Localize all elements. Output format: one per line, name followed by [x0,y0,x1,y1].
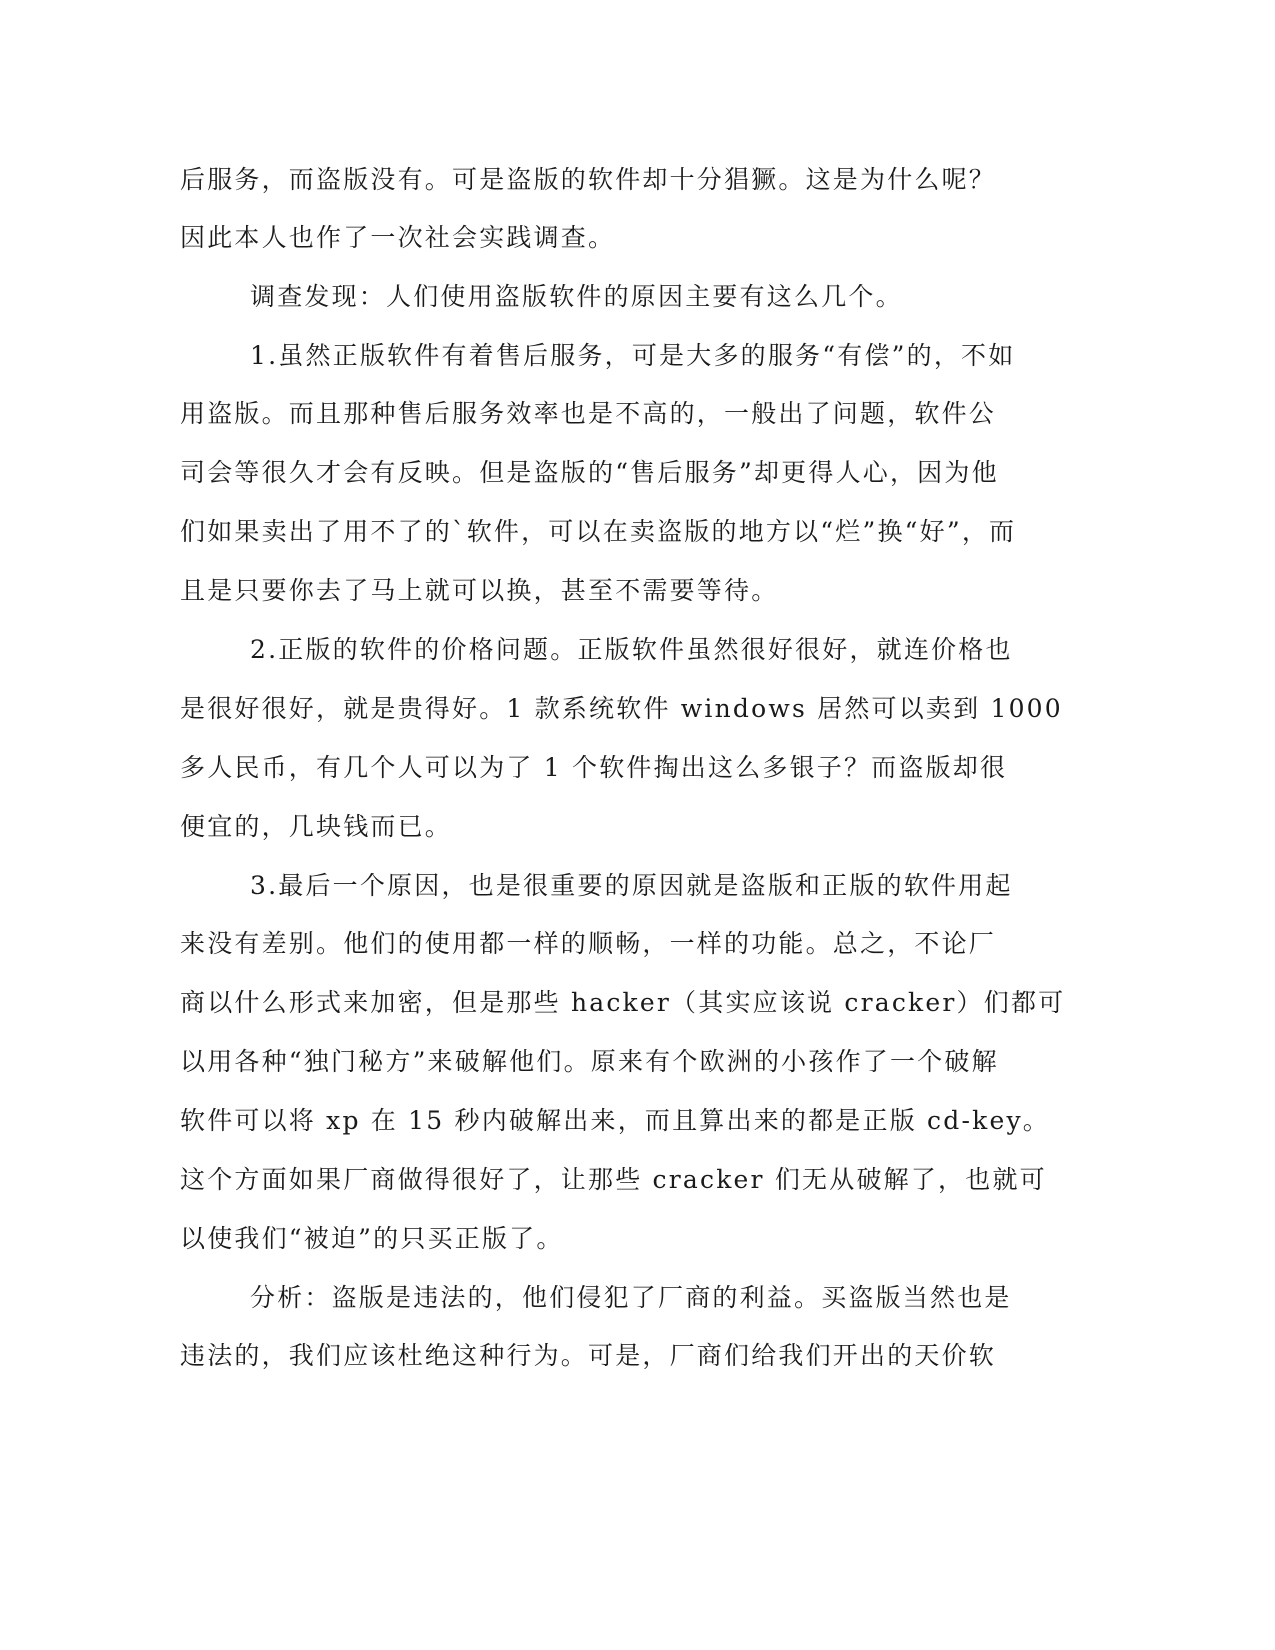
text-line: 商以什么形式来加密，但是那些 hacker（其实应该说 cracker）们都可 [180,988,1066,1017]
text-line: 以使我们“被迫”的只买正版了。 [180,1224,564,1253]
text-line: 这个方面如果厂商做得很好了，让那些 cracker 们无从破解了，也就可 [180,1165,1047,1194]
text-line: 且是只要你去了马上就可以换，甚至不需要等待。 [180,576,779,605]
paragraph-start: 3.最后一个原因，也是很重要的原因就是盗版和正版的软件用起 [250,871,1013,900]
paragraph-start: 2.正版的软件的价格问题。正版软件虽然很好很好，就连价格也 [250,635,1013,664]
paragraph-start: 1.虽然正版软件有着售后服务，可是大多的服务“有偿”的，不如 [250,341,1016,370]
text-line: 用盗版。而且那种售后服务效率也是不高的，一般出了问题，软件公 [180,399,997,428]
text-line: 违法的，我们应该杜绝这种行为。可是，厂商们给我们开出的天价软 [180,1341,997,1370]
text-line: 是很好很好，就是贵得好。1 款系统软件 windows 居然可以卖到 1000 [180,694,1063,723]
text-line: 司会等很久才会有反映。但是盗版的“售后服务”却更得人心，因为他 [180,458,999,487]
text-line: 们如果卖出了用不了的`软件，可以在卖盗版的地方以“烂”换“好”，而 [180,517,1017,546]
text-line: 多人民币，有几个人可以为了 1 个软件掏出这么多银子？而盗版却很 [180,753,1008,782]
paragraph-start: 调查发现：人们使用盗版软件的原因主要有这么几个。 [250,282,903,311]
text-line: 以用各种“独门秘方”来破解他们。原来有个欧洲的小孩作了一个破解 [180,1047,999,1076]
text-line: 因此本人也作了一次社会实践调查。 [180,223,616,252]
text-line: 后服务，而盗版没有。可是盗版的软件却十分猖獗。这是为什么呢？ [180,165,997,194]
paragraph-start: 分析：盗版是违法的，他们侵犯了厂商的利益。买盗版当然也是 [250,1283,1012,1312]
text-line: 便宜的，几块钱而已。 [180,812,453,841]
text-line: 来没有差别。他们的使用都一样的顺畅，一样的功能。总之，不论厂 [180,929,997,958]
text-line: 软件可以将 xp 在 15 秒内破解出来，而且算出来的都是正版 cd-key。 [180,1106,1050,1135]
